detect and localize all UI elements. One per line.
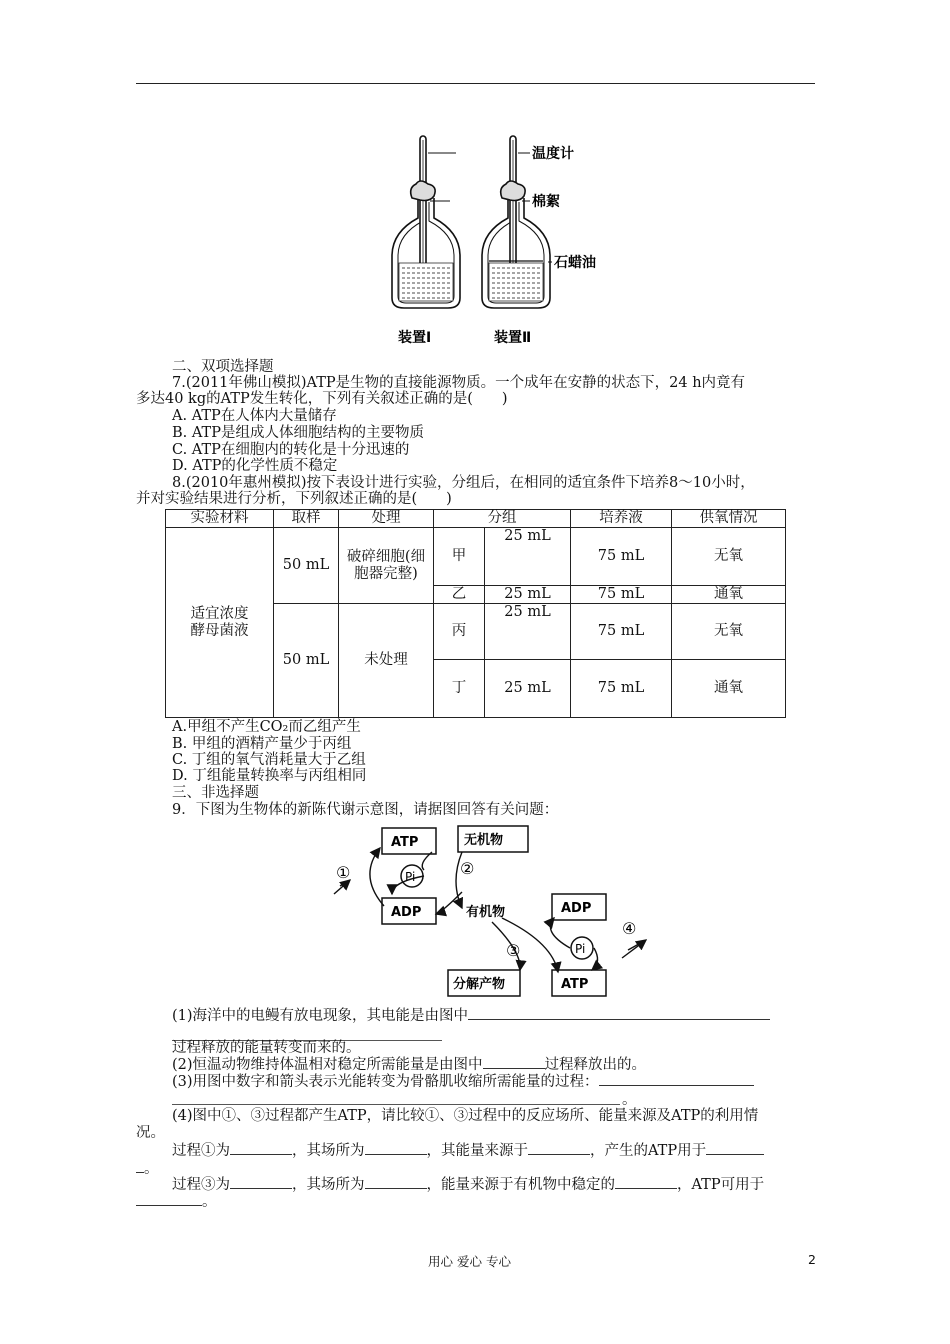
- flask-2-liquid: [489, 261, 543, 301]
- q8-option-c: C. 丁组的氧气消耗量大于乙组: [172, 752, 366, 768]
- organic-label: 有机物: [466, 905, 506, 920]
- cell-treatment-2: 未处理: [339, 604, 434, 718]
- experiment-table: [165, 509, 786, 718]
- answer-line[interactable]: [172, 1104, 620, 1105]
- num-1: ①: [336, 863, 351, 882]
- process3-end-mark: 。: [202, 1194, 217, 1210]
- cell-group-vol: 25 mL: [485, 586, 571, 604]
- footer-slogan: 用心 爱心 专心: [428, 1254, 511, 1269]
- cell-sample-2: 50 mL: [274, 604, 339, 718]
- q9-part1-text: (1)海洋中的电鳗有放电现象，其电能是由图中: [172, 1008, 469, 1024]
- answer-blank[interactable]: [528, 1142, 590, 1155]
- header-group: 分组: [434, 510, 571, 528]
- q9-part3: [172, 1073, 754, 1091]
- cell-sample-1: 50 mL: [274, 528, 339, 604]
- process1-site-label: ，其场所为: [292, 1143, 365, 1159]
- answer-blank[interactable]: [706, 1142, 764, 1155]
- q9-stem: 9．下图为生物体的新陈代谢示意图，请据图回答有关问题：: [172, 802, 559, 818]
- q7-option-b: B. ATP是组成人体细胞结构的主要物质: [172, 425, 424, 441]
- inorganic-label: 无机物: [464, 833, 504, 848]
- q7-stem-line1: 7.(2011年佛山模拟)ATP是生物的直接能源物质。一个成年在安静的状态下，24 h内竟有: [172, 375, 746, 391]
- q9-part1-line1: [172, 1007, 770, 1025]
- q8-stem-line1: 8.(2010年惠州模拟)按下表设计进行实验，分组后，在相同的适宜条件下培养8～10小时，: [172, 475, 755, 491]
- q9-part2-text-b: 过程释放出的。: [544, 1057, 647, 1073]
- header-treatment: 处理: [339, 510, 434, 528]
- q9-process1-line: [172, 1142, 764, 1160]
- q9-part2-text-a: (2)恒温动物维持体温相对稳定所需能量是由图中: [172, 1057, 483, 1073]
- paraffin-label: 石蜡油: [554, 255, 596, 271]
- cell-group-medium: 75 mL: [571, 528, 672, 586]
- cell-group-name: 乙: [434, 586, 485, 604]
- q9-part3-end: 。: [622, 1092, 637, 1108]
- process3-site-label: ，其场所为: [292, 1177, 365, 1193]
- cell-group-name: 甲: [434, 528, 485, 586]
- q9-process3-end: [136, 1193, 217, 1211]
- q8-option-b: B. 甲组的酒精产量少于丙组: [172, 736, 352, 752]
- q9-process3-line: [172, 1176, 764, 1194]
- cell-group-oxygen: 无氧: [672, 604, 786, 660]
- answer-blank[interactable]: [468, 1007, 770, 1020]
- thermometer-label: 温度计: [532, 146, 574, 162]
- num-3: ③: [506, 941, 521, 960]
- header-material: 实验材料: [166, 510, 274, 528]
- adp-label-top: ADP: [391, 905, 422, 920]
- q9-part1-line2: 过程释放的能量转变而来的。: [172, 1040, 361, 1056]
- num-2: ②: [460, 859, 475, 878]
- process1-energy-label: ，其能量来源于: [426, 1143, 528, 1159]
- cell-group-vol: 25 mL: [485, 660, 571, 718]
- answer-blank[interactable]: [230, 1176, 292, 1189]
- process1-end-mark: 。: [144, 1161, 159, 1177]
- process3-atp-use-label: ，ATP可用于: [677, 1177, 765, 1193]
- pi-label-top: Pi: [405, 870, 416, 884]
- answer-blank[interactable]: [615, 1176, 677, 1189]
- cell-group-name: 丁: [434, 660, 485, 718]
- q8-option-a: A.甲组不产生CO₂而乙组产生: [172, 719, 361, 735]
- cell-material: 适宜浓度酵母菌液: [166, 528, 274, 718]
- num-4: ④: [622, 919, 637, 938]
- answer-blank[interactable]: [365, 1176, 427, 1189]
- header-sample: 取样: [274, 510, 339, 528]
- atp-label-top: ATP: [391, 835, 419, 850]
- cell-group-vol: 25 mL: [485, 528, 571, 586]
- products-label: 分解产物: [453, 977, 506, 992]
- cell-group-oxygen: 通氧: [672, 586, 786, 604]
- section-2-title: 二、双项选择题: [172, 359, 274, 375]
- header-oxygen: 供氧情况: [672, 510, 786, 528]
- q8-stem-line2: 并对实验结果进行分析，下列叙述正确的是( ): [136, 491, 452, 507]
- process3-label: 过程③为: [172, 1177, 230, 1193]
- q7-option-d: D. ATP的化学性质不稳定: [172, 458, 338, 474]
- q9-part4-line1: (4)图中①、③过程都产生ATP，请比较①、③过程中的反应场所、能量来源及ATP的利用情: [172, 1108, 759, 1124]
- header-rule: [136, 83, 815, 84]
- answer-blank[interactable]: [365, 1142, 427, 1155]
- q7-stem-line2: 多达40 kg的ATP发生转化，下列有关叙述正确的是( ): [136, 391, 508, 407]
- metabolism-diagram: [332, 822, 662, 1002]
- q7-option-a: A. ATP在人体内大量储存: [172, 408, 337, 424]
- atp-label-bottom: ATP: [561, 977, 589, 992]
- q9-part4-line2: 况。: [136, 1125, 165, 1141]
- device-1-label: 装置Ⅰ: [398, 330, 432, 346]
- cell-group-medium: 75 mL: [571, 586, 672, 604]
- answer-blank[interactable]: [599, 1073, 754, 1086]
- cell-group-oxygen: 无氧: [672, 528, 786, 586]
- q9-process1-end: [136, 1160, 159, 1178]
- cotton-label: 棉絮: [532, 194, 560, 210]
- device-2-label: 装置Ⅱ: [494, 330, 532, 346]
- page-number: 2: [808, 1252, 816, 1267]
- adp-label-bottom: ADP: [561, 901, 592, 916]
- q9-part2: [172, 1056, 646, 1074]
- answer-blank[interactable]: [483, 1056, 545, 1069]
- flask-1-liquid: [399, 263, 453, 301]
- section-3-title: 三、非选择题: [172, 785, 259, 801]
- process3-energy-label: ，能量来源于有机物中稳定的: [426, 1177, 615, 1193]
- q9-part3-text: (3)用图中数字和箭头表示光能转变为骨骼肌收缩所需能量的过程：: [172, 1074, 599, 1090]
- cell-treatment-1: 破碎细胞(细胞器完整): [339, 528, 434, 604]
- answer-blank[interactable]: [136, 1160, 144, 1173]
- header-medium: 培养液: [571, 510, 672, 528]
- process1-label: 过程①为: [172, 1143, 230, 1159]
- cell-group-medium: 75 mL: [571, 604, 672, 660]
- q7-option-c: C. ATP在细胞内的转化是十分迅速的: [172, 442, 410, 458]
- pi-label-bottom: Pi: [575, 942, 586, 956]
- cell-group-oxygen: 通氧: [672, 660, 786, 718]
- answer-blank[interactable]: [136, 1193, 202, 1206]
- q8-option-d: D. 丁组能量转换率与丙组相同: [172, 768, 367, 784]
- flask-apparatus-figure: [390, 128, 620, 350]
- cell-group-vol: 25 mL: [485, 604, 571, 660]
- process1-atp-use-label: ，产生的ATP用于: [590, 1143, 707, 1159]
- cell-group-name: 丙: [434, 604, 485, 660]
- answer-blank[interactable]: [230, 1142, 292, 1155]
- cell-group-medium: 75 mL: [571, 660, 672, 718]
